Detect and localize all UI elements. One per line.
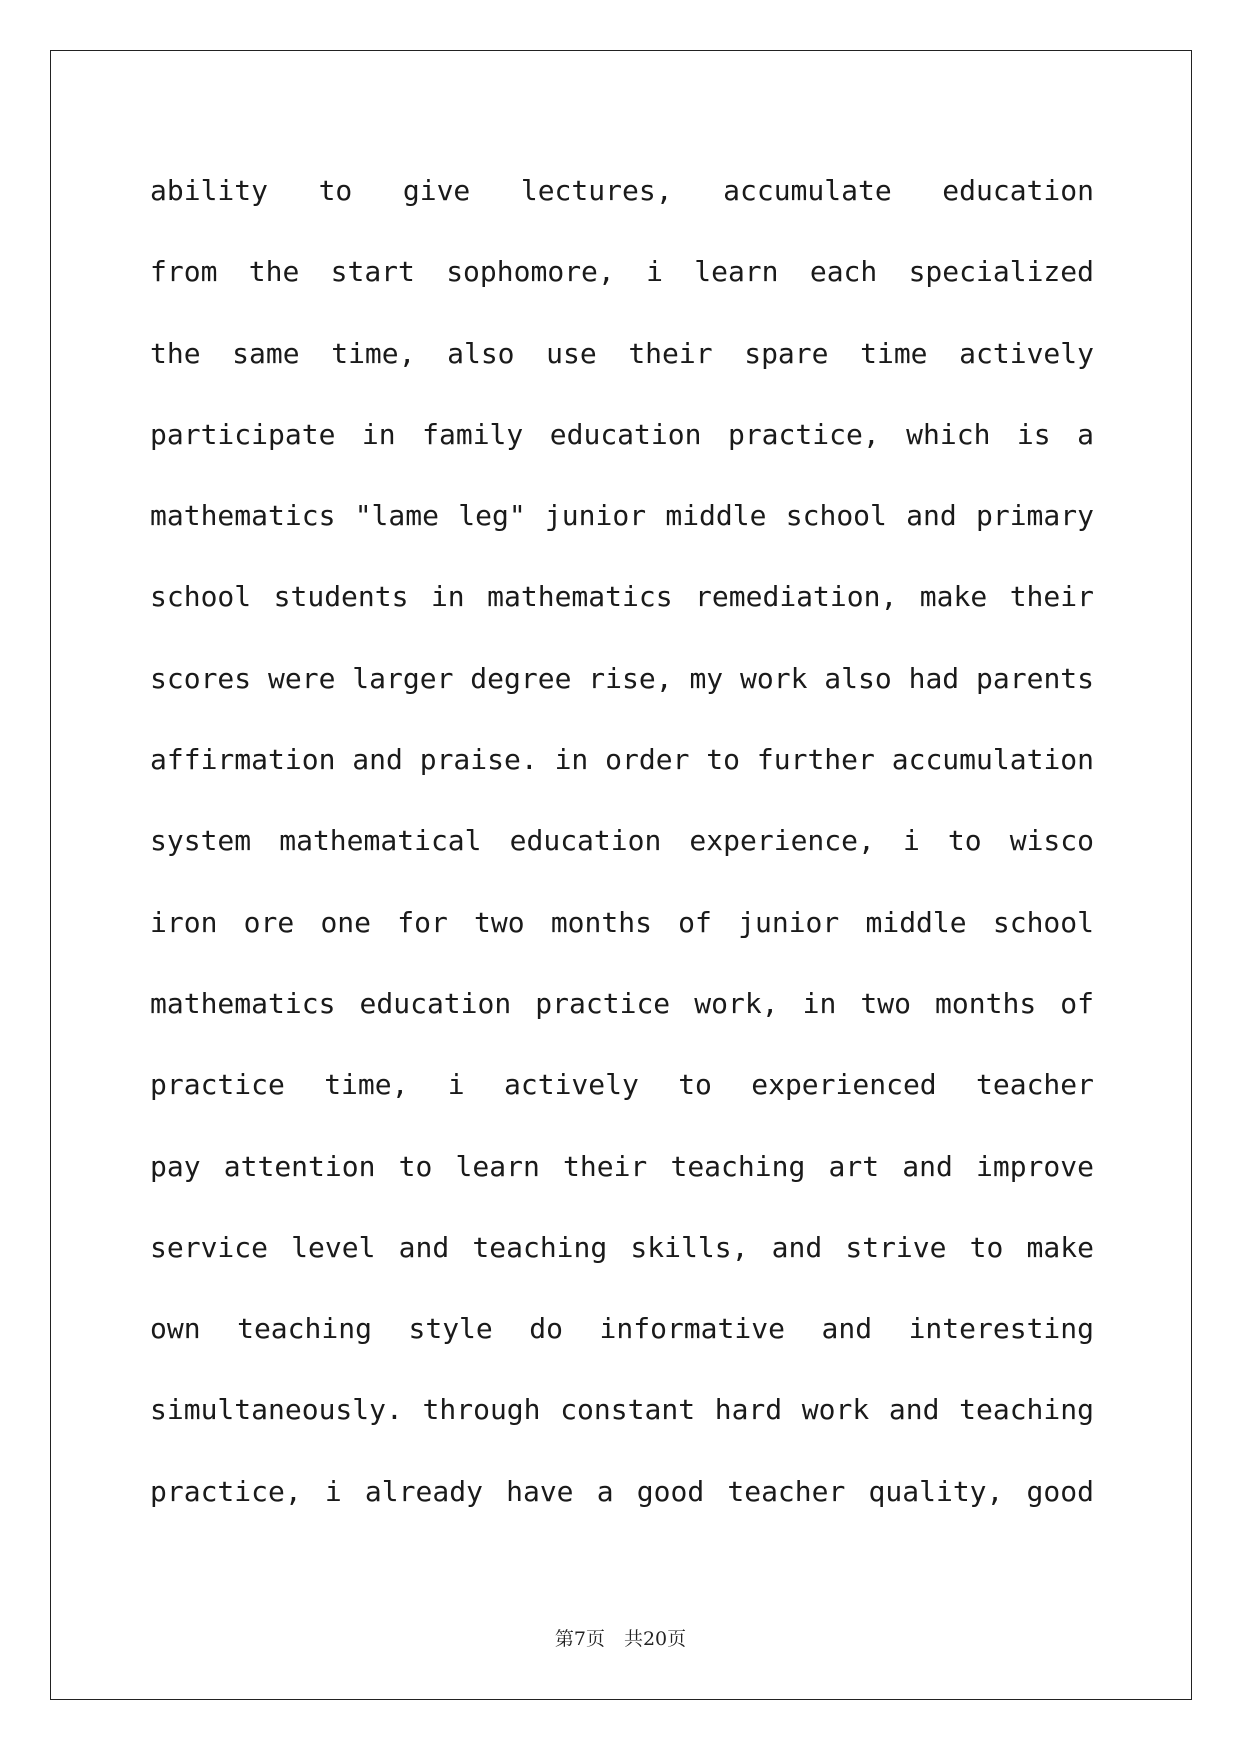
text-line: system mathematical education experience, i to wisco <box>150 824 1094 858</box>
text-line: practice, i already have a good teacher quality, good <box>150 1474 1094 1508</box>
text-line: pay attention to learn their teaching art and improve <box>150 1149 1094 1183</box>
text-line: service level and teaching skills, and strive to make <box>150 1230 1094 1264</box>
text-line: practice time, i actively to experienced teacher <box>150 1068 1094 1102</box>
text-line: the same time, also use their spare time actively <box>150 336 1094 370</box>
body-text <box>150 150 1094 1532</box>
text-line: own teaching style do informative and interesting <box>150 1312 1094 1346</box>
text-line: mathematics education practice work, in two months of <box>150 986 1094 1020</box>
text-line: affirmation and praise. in order to further accumulation <box>150 743 1094 777</box>
text-line: ability to give lectures, accumulate education <box>150 174 1094 207</box>
text-line: iron ore one for two months of junior middle school <box>150 905 1094 939</box>
text-line: simultaneously. through constant hard work and teaching <box>150 1393 1094 1427</box>
text-line: from the start sophomore, i learn each specialized <box>150 255 1094 289</box>
text-line: school students in mathematics remediation, make their <box>150 580 1094 614</box>
text-line: mathematics "lame leg" junior middle school and primary <box>150 499 1094 533</box>
text-line: scores were larger degree rise, my work also had parents <box>150 661 1094 695</box>
page-number-footer: 第7页 共20页 <box>554 1628 687 1650</box>
text-line: participate in family education practice, which is a <box>150 417 1094 451</box>
